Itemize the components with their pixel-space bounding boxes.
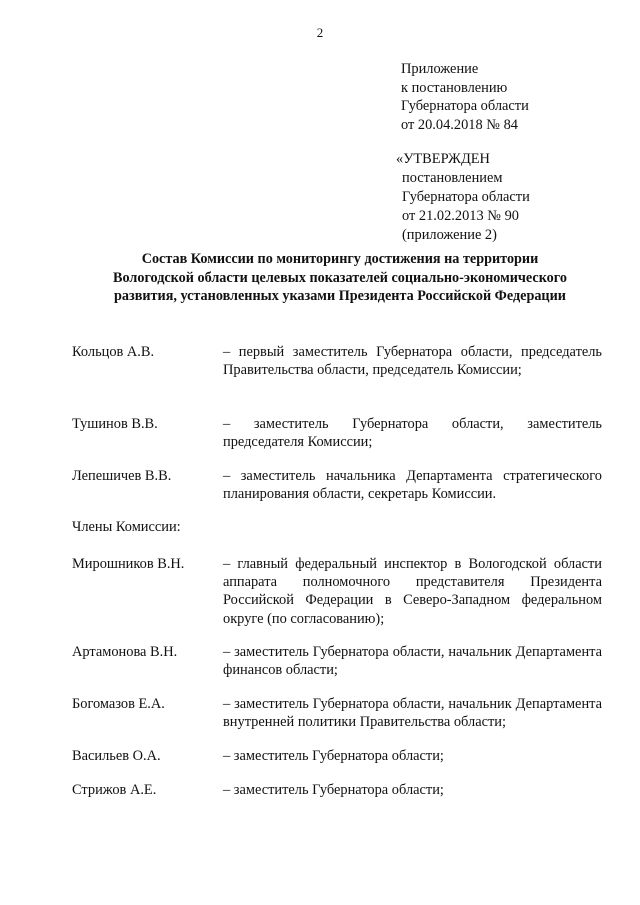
member-name: Артамонова В.Н. [72,644,178,660]
member-entry [72,747,602,765]
member-entry [72,555,602,628]
member-name: Васильев О.А. [72,748,161,764]
member-entry [72,695,602,731]
member-role: – заместитель Губернатора области, начальник Департамента внутренней политики Правительства области; [223,696,602,731]
member-role: – главный федеральный инспектор в Вологодской области аппарата полномочного представителя Президента Российской Федерации в Северо-Западном федеральном округе (по согласованию); [223,556,602,627]
member-role: – заместитель начальника Департамента стратегического планирования области, секретарь Комиссии. [223,468,602,503]
member-name: Богомазов Е.А. [72,696,165,712]
member-role: – первый заместитель Губернатора области, председатель Правительства области, председатель Комиссии; [223,344,602,379]
member-entry [72,643,602,679]
appendix-block [401,60,529,134]
document-title [60,250,620,306]
approved-line: Губернатора области [402,189,530,205]
approved-line: от 21.02.2013 № 90 [402,208,519,224]
member-name: Стрижов А.Е. [72,782,157,798]
member-role: – заместитель Губернатора области, начальник Департамента финансов области; [223,644,602,679]
member-entry [72,781,602,799]
member-name: Кольцов А.В. [72,344,155,360]
appendix-line: от 20.04.2018 № 84 [401,116,518,133]
approved-line: «УТВЕРЖДЕН [396,151,490,167]
title-line: Состав Комиссии по мониторингу достижения на территории [141,251,539,267]
member-entry [72,467,602,503]
approved-block [396,150,530,245]
member-role: – заместитель Губернатора области, заместитель председателя Комиссии; [223,416,602,451]
member-entry [72,343,602,379]
member-name: Лепешичев В.В. [72,468,172,484]
appendix-line: Приложение [401,61,479,77]
appendix-line: Губернатора области [401,98,529,114]
title-line: развития, установленных указами Президента Российской Федерации [114,288,566,304]
member-role: – заместитель Губернатора области; [223,748,444,764]
title-line: Вологодской области целевых показателей социально-экономического [113,269,567,286]
member-entry [72,415,602,451]
appendix-line: к постановлению [401,79,508,96]
member-name: Тушинов В.В. [72,416,158,432]
members-label: Члены Комиссии: [72,519,181,535]
approved-line: постановлением [402,170,503,186]
member-role: – заместитель Губернатора области; [223,782,444,798]
page-number: 2 [316,25,324,40]
member-name: Мирошников В.Н. [72,556,185,572]
approved-line: (приложение 2) [402,227,497,243]
